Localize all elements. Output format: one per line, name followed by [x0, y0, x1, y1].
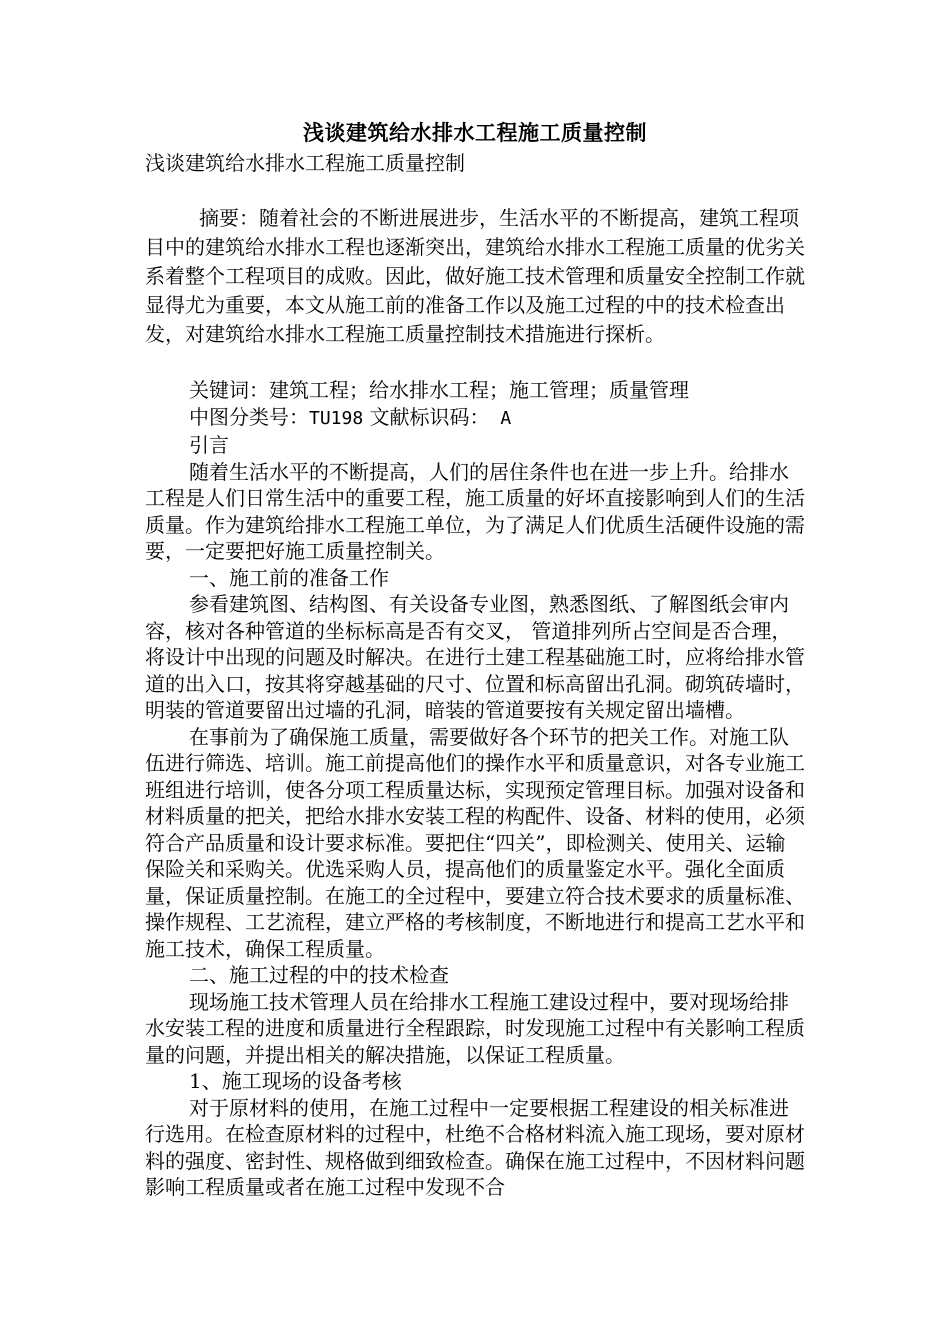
- classification-line: [145, 404, 805, 433]
- abstract-paragraph: 摘要：随着社会的不断进展进步，生活水平的不断提高，建筑工程项目中的建筑给水排水工程也逐渐突出，建筑给水排水工程施工质量的优劣关系着整个工程项目的成败。因此，做好施工技术管理和质量安全控制工作就显得尤为重要，本文从施工前的准备工作以及施工过程的中的技术检查出发，对建筑给水排水工程施工质量控制技术措施进行探析。: [145, 206, 805, 346]
- document-subtitle: 浅谈建筑给水排水工程施工质量控制: [145, 151, 465, 175]
- classification-label: 中图分类号：: [189, 404, 309, 429]
- intro-paragraph: 随着生活水平的不断提高，人们的居住条件也在进一步上升。给排水工程是人们日常生活中的重要工程，施工质量的好坏直接影响到人们的生活质量。作为建筑给排水工程施工单位，为了满足人们优质生活硬件设施的需要，一定要把好施工质量控制关。: [145, 459, 805, 563]
- keywords-line: 关键词：建筑工程；给水排水工程；施工管理；质量管理: [189, 378, 689, 402]
- section1-heading: 一、施工前的准备工作: [189, 565, 389, 590]
- classification-code: TU198: [309, 407, 364, 429]
- subsection1-paragraph: 对于原材料的使用，在施工过程中一定要根据工程建设的相关标准进行选用。在检查原材料的过程中，杜绝不合格材料流入施工现场，要对原材料的强度、密封性、规格做到细致检查。确保在施工过程中，不因材料问题影响工程质量或者在施工过程中发现不合: [145, 1095, 805, 1199]
- section2-heading: 二、施工过程的中的技术检查: [189, 963, 449, 987]
- spacer: [145, 178, 805, 204]
- document-title: 浅谈建筑给水排水工程施工质量控制: [303, 120, 647, 145]
- intro-heading: 引言: [189, 433, 229, 457]
- subsection1-heading: 1、施工现场的设备考核: [189, 1069, 402, 1093]
- spacer: [145, 349, 805, 377]
- doc-code-value: A: [489, 407, 512, 429]
- doc-code-label: 文献标识码：: [363, 404, 490, 429]
- document-page: [145, 118, 805, 1201]
- section1-paragraph-1: 参看建筑图、结构图、有关设备专业图，熟悉图纸、了解图纸会审内容，核对各种管道的坐标标高是否有交叉， 管道排列所占空间是否合理，将设计中出现的问题及时解决。在进行土建工程基础施工时，应将给排水管道的出入口，按其将穿越基础的尺寸、位置和标高留出孔洞。砌筑砖墙时，明装的管道要留出过墙的孔洞，暗装的管道要按有关规定留出墙槽。: [145, 592, 805, 722]
- section1-paragraph-2: 在事前为了确保施工质量，需要做好各个环节的把关工作。对施工队伍进行筛选、培训。施工前提高他们的操作水平和质量意识，对各专业施工班组进行培训，使各分项工程质量达标，实现预定管理目标。加强对设备和材料质量的把关，把给水排水安装工程的构配件、设备、材料的使用，必须符合产品质量和设计要求标准。要把住“四关”，即检测关、使用关、运输保险关和采购关。优选采购人员，提高他们的质量鉴定水平。强化全面质量，保证质量控制。在施工的全过程中，要建立符合技术要求的质量标准、操作规程、工艺流程，建立严格的考核制度，不断地进行和提高工艺水平和施工技术，确保工程质量。: [145, 724, 805, 961]
- section2-paragraph: 现场施工技术管理人员在给排水工程施工建设过程中，要对现场给排水安装工程的进度和质量进行全程跟踪，时发现施工过程中有关影响工程质量的问题，并提出相关的解决措施，以保证工程质量。: [145, 989, 805, 1067]
